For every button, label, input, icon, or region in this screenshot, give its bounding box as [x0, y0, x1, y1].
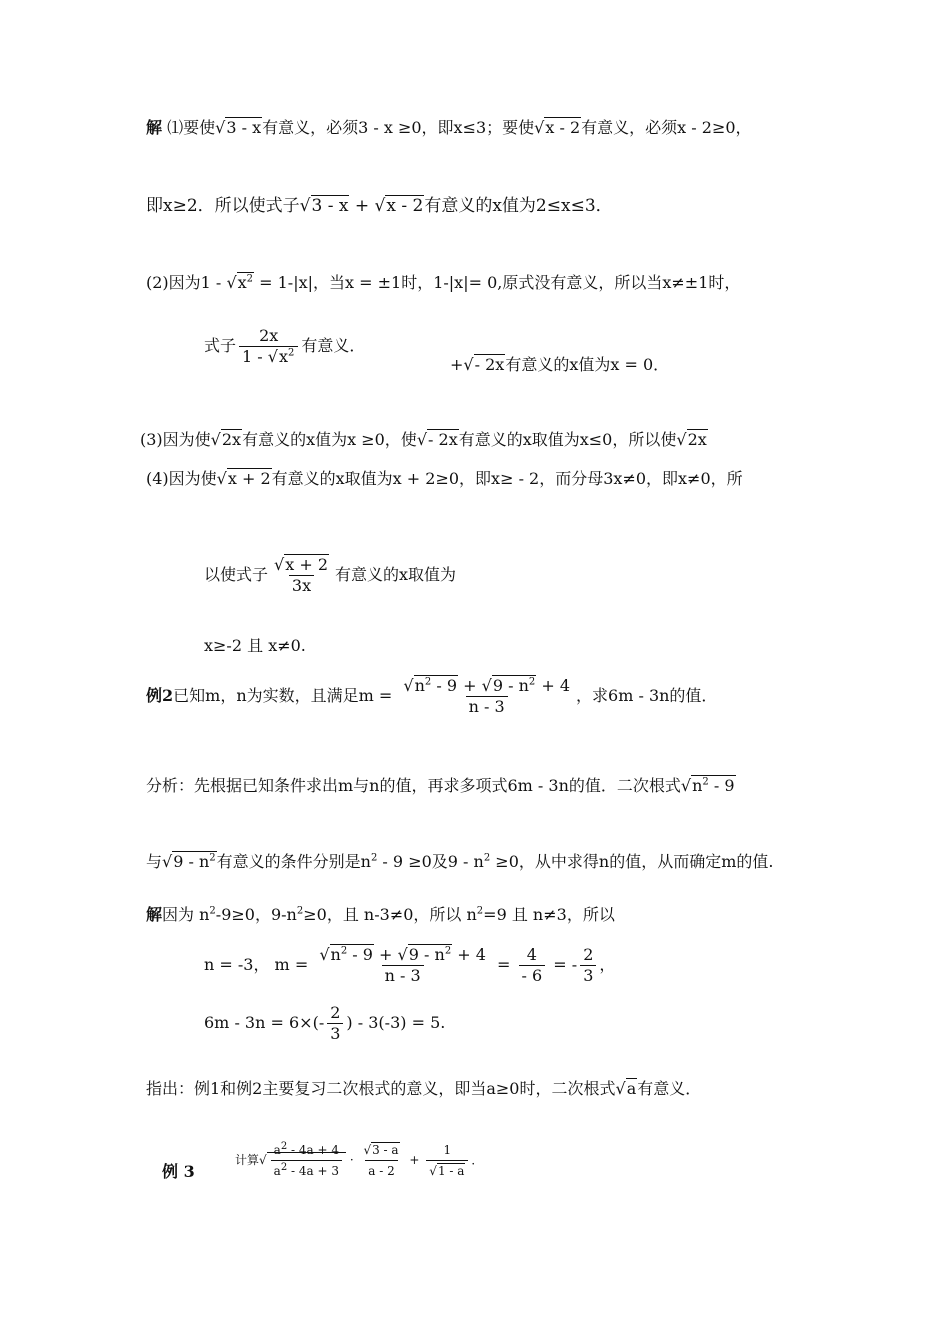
- sqrt-3-minus-x: √3 - x: [215, 118, 262, 137]
- solution-3-line: (3)因为使√2x有意义的x值为x ≥0，使√- 2x有意义的x取值为x≤0，所以使√2x: [140, 430, 707, 449]
- solution-2-line-3: +√- 2x有意义的x值为x = 0．: [450, 355, 670, 374]
- example-2-statement: 例2已知m，n为实数，且满足m = $\frac{√n^2 - 9 + √9 - n^2 + 4}{n - 3}$ ，求6m - 3n的值．: [146, 676, 718, 716]
- fraction-m-definition: $\frac{√n^2 - 9 + √9 - n^2 + 4}{n - 3}$: [403, 676, 571, 716]
- analysis-line-1: 分析：先根据已知条件求出m与n的值，再求多项式6m - 3n的值．二次根式$√n^2 - 9$: [146, 776, 735, 795]
- analysis-line-2: 与$√9 - n^2$有意义的条件分别是$n^2 - 9 \ge 0$及$9 - n^2 \ge 0$，从中求得n的值，从而确定m的值.: [146, 852, 774, 871]
- solution-1-line-2: 即x≥2．所以使式子√3 - x + √x - 2有意义的x值为2≤x≤3．: [146, 196, 613, 216]
- solution-2-line-2: 式子 $\frac{2x}{1 - √x^2}$ 有意义．: [204, 326, 366, 366]
- example-2-solution-line-3: 6m - 3n = 6×(- $\frac{2}{3}$ ) - 3(-3) = 5.: [204, 1003, 446, 1043]
- fraction-sqrt-x-plus-2-over-3x: $\frac{√x + 2}{3x}$: [274, 555, 328, 595]
- solution-4-line-3: x≥-2 且 x≠0.: [204, 636, 306, 655]
- fraction-2x-over-1-minus-sqrt-x2: $\frac{2x}{1 - √x^2}$: [239, 326, 298, 367]
- example-2-solution-line-1: 解因为 $n^2-9\ge 0$，$9-n^2\ge 0$，且 n-3≠0，所以 $n^2=9$ 且 n≠3，所以: [146, 905, 615, 924]
- solution-4-line-1: (4)因为使√x + 2有意义的x取值为x + 2≥0，即x≥ - 2，而分母3x≠0，即x≠0，所: [146, 469, 743, 488]
- example-3-label: 例 3: [162, 1162, 195, 1181]
- example-3-expression: 计算√ $\frac{a^2 - 4a + 4}{a^2 - 4a + 3}$ · $\frac{√3 - a}{a - 2}$ + $\frac{1}{√1 - a}$ ．: [235, 1140, 483, 1181]
- solution-4-line-2: 以使式子 $\frac{√x + 2}{3x}$ 有意义的x取值为: [204, 555, 457, 595]
- example-2-solution-line-2: n = -3， m = $\frac{√n^2 - 9 + √9 - n^2 + 4}{n - 3}$ = $\frac{4}{- 6}$ = - $\frac{2}{3}$ ，: [204, 945, 616, 985]
- solution-1-line-1: 解 ⑴要使√3 - x有意义，必须3 - x ≥0，即x≤3；要使√x - 2有意义，必须x - 2≥0，: [146, 118, 752, 137]
- solution-2-line-1: (2)因为$1 - √x^2 = 1-|x|$，当x = ±1时，1-|x|= 0,原式没有意义，所以当x≠±1时，: [146, 273, 741, 292]
- note-line: 指出：例1和例2主要复习二次根式的意义，即当a≥0时，二次根式√a有意义．: [146, 1079, 702, 1098]
- sqrt-x-minus-2: √x - 2: [534, 118, 581, 137]
